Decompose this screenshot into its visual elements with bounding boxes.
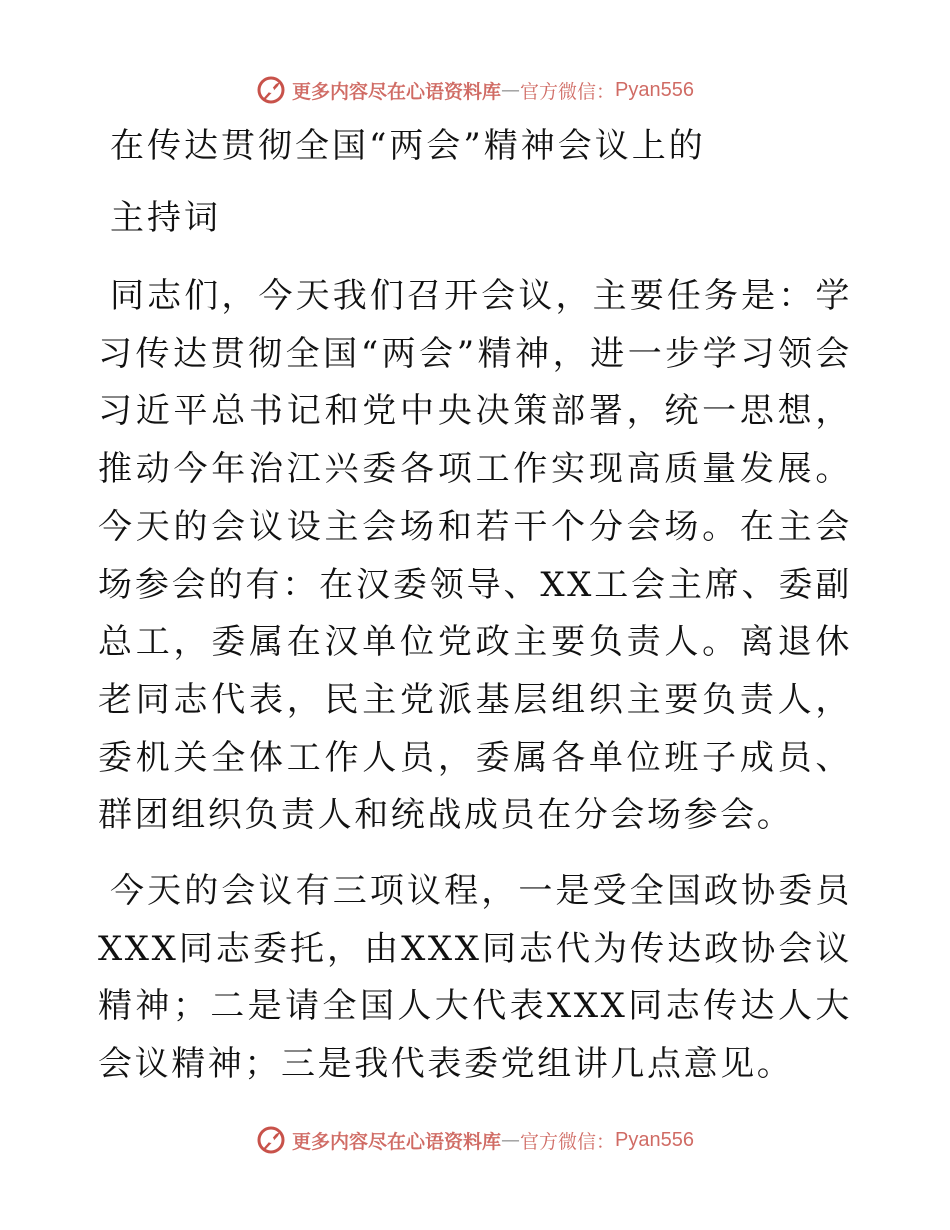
footer-watermark [0, 1120, 950, 1160]
document-title-line-2: 主持词 [110, 198, 221, 238]
header-watermark [0, 70, 950, 110]
watermark-brand: 更多内容尽在心语资料库 [292, 1130, 502, 1153]
watermark-wechat-label: 官方微信： [520, 1130, 616, 1153]
watermark-wechat-id: Pyan556 [615, 78, 694, 101]
watermark-wechat-label: 官方微信： [520, 80, 616, 103]
body-paragraph-1: 同志们，今天我们召开会议，主要任务是：学习传达贯彻全国“两会”精神，进一步学习领会习近平总书记和党中央决策部署，统一思想，推动今年治江兴委各项工作实现高质量发展。今天的会议设主会场和若干个分会场。在主会场参会的有：在汉委领导、XX工会主席、委副总工，委属在汉单位党政主要负责人。离退休老同志代表，民主党派基层组织主要负责人，委机关全体工作人员，委属各单位班子成员、群团组织负责人和统战成员在分会场参会。 [98, 276, 852, 836]
watermark-separator: — [501, 79, 521, 101]
body-paragraph-2: 今天的会议有三项议程，一是受全国政协委员XXX同志委托，由XXX同志代为传达政协会议精神；二是请全国人大代表XXX同志传达人大会议精神；三是我代表委党组讲几点意见。 [98, 871, 852, 1085]
quill-pen-circle-icon [256, 75, 286, 105]
watermark-wechat-id: Pyan556 [615, 1128, 694, 1151]
document-title-line-1: 在传达贯彻全国“两会”精神会议上的 [110, 126, 706, 166]
watermark-separator: — [501, 1129, 521, 1151]
watermark-brand: 更多内容尽在心语资料库 [292, 80, 502, 103]
quill-pen-circle-icon [256, 1125, 286, 1155]
